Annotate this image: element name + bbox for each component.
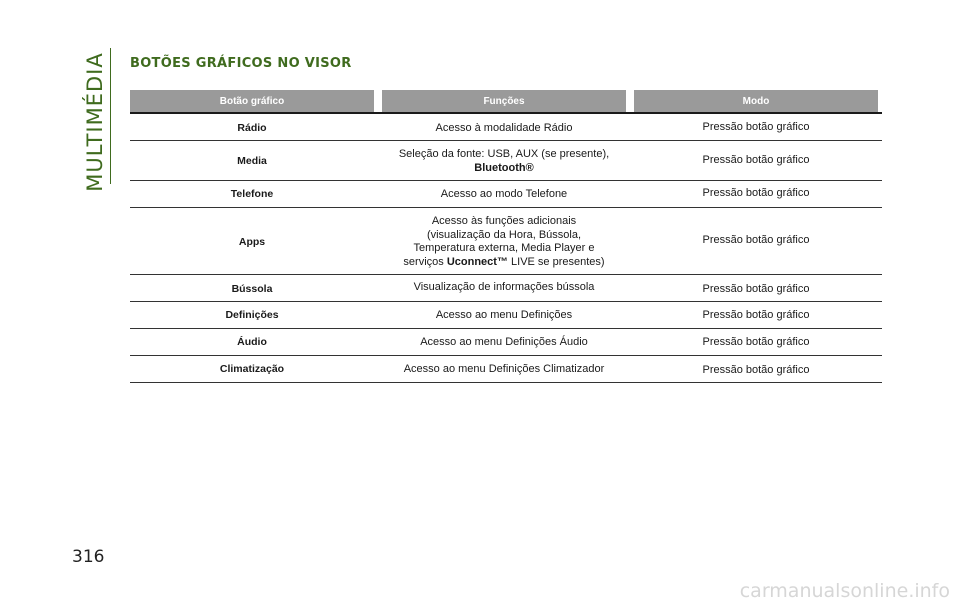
table-row: [130, 275, 882, 302]
row-function: Acesso ao menu Definições Climatizador: [403, 363, 605, 375]
row-button: Telefone: [230, 188, 274, 200]
watermark: carmanualsonline.info: [739, 580, 950, 602]
table-row: [130, 114, 882, 141]
row-function: Acesso à modalidade Rádio: [435, 122, 573, 134]
section-label-text: MULTIMÉDIA: [83, 52, 107, 192]
row-button: Climatização: [219, 363, 285, 375]
table-row: [130, 302, 882, 329]
row-button: Apps: [238, 236, 266, 248]
row-mode: Pressão botão gráfico: [702, 283, 810, 296]
row-button: Rádio: [237, 122, 267, 134]
row-button: Áudio: [237, 336, 267, 348]
header-functions: Funções: [382, 90, 626, 112]
table-row: [130, 141, 882, 181]
row-function: Acesso ao menu Definições: [435, 309, 573, 321]
table-row: [130, 356, 882, 383]
row-mode: Pressão botão gráfico: [702, 309, 810, 322]
row-function: Seleção da fonte: USB, AUX (se presente), Bluetooth®: [398, 148, 610, 174]
table-header: [130, 90, 882, 112]
section-label: [80, 52, 110, 192]
row-mode: Pressão botão gráfico: [702, 336, 810, 349]
row-mode: Pressão botão gráfico: [702, 364, 810, 377]
header-button: Botão gráfico: [130, 90, 374, 112]
row-function: Acesso ao modo Telefone: [440, 188, 568, 200]
row-function: Acesso às funções adicionais (visualização da Hora, Bússola, Temperatura externa, Media Player e serviços Uconnect™ LIVE se presentes): [403, 215, 605, 268]
page-title: BOTÕES GRÁFICOS NO VISOR: [130, 56, 352, 71]
buttons-table: [130, 90, 882, 383]
section-divider: [110, 48, 111, 184]
table-row: [130, 329, 882, 356]
header-mode: Modo: [634, 90, 878, 112]
row-button: Definições: [225, 309, 279, 321]
row-mode: Pressão botão gráfico: [702, 153, 810, 166]
row-button: Bússola: [231, 283, 273, 295]
table-row: [130, 208, 882, 275]
table-row: [130, 181, 882, 208]
row-button: Media: [237, 155, 267, 167]
row-mode: Pressão botão gráfico: [702, 234, 810, 247]
row-mode: Pressão botão gráfico: [702, 187, 810, 200]
row-function: Acesso ao menu Definições Áudio: [420, 336, 588, 348]
page-number: 316: [72, 547, 105, 567]
row-mode: Pressão botão gráfico: [702, 121, 810, 134]
row-function: Visualização de informações bússola: [413, 281, 595, 293]
